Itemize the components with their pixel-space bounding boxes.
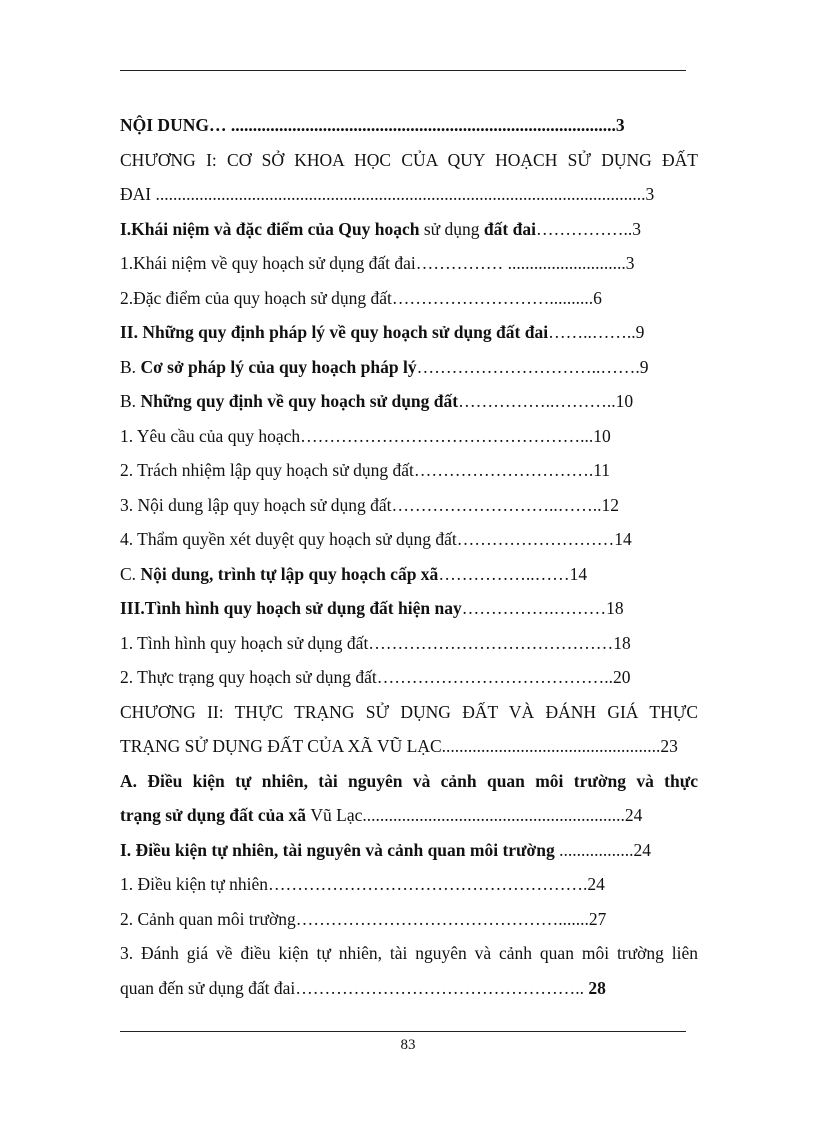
toc-entry — [120, 177, 698, 212]
toc-entry-text: 2. Trách nhiệm lập quy hoạch sử dụng đất………………………….11 — [120, 460, 611, 480]
toc-entry-text: 2. Thực trạng quy hoạch sử dụng đất…………………………………..20 — [120, 667, 631, 687]
toc-entry-text: …………………………..…….9 — [416, 356, 649, 377]
toc-entry-text: Nội dung, trình tự lập quy hoạch cấp xã — [140, 563, 439, 584]
toc-entry — [120, 833, 698, 868]
toc-entry-text: ..................................................23 — [441, 736, 678, 756]
toc-entry-text: trạng sử dụng đất của xã — [120, 805, 311, 825]
toc-entry-text: đất đai — [483, 218, 536, 239]
toc-entry — [120, 419, 698, 454]
toc-entry-text: A. Điều kiện tự nhiên, tài nguyên và cảnh quan môi trường và thực — [120, 770, 698, 791]
toc-entry-text: NỘI DUNG… ........................................................................................3 — [120, 115, 625, 135]
toc-entry — [120, 350, 698, 385]
toc-entry-text: sử dụng — [419, 218, 484, 239]
toc-entry-text: 4. Thẩm quyền xét duyệt quy hoạch sử dụng đất………………………14 — [120, 529, 632, 549]
toc-entry-text: B. — [120, 391, 141, 411]
toc-entry-text: ……………..3 — [535, 218, 641, 239]
toc-entry-text: ……………..……14 — [438, 563, 588, 584]
toc-entry-text: 1. Điều kiện tự nhiên……………………………………………….24 — [120, 874, 605, 894]
toc-entry-text: Cơ sở pháp lý của quy hoạch pháp lý — [140, 356, 417, 377]
toc-entry — [120, 729, 698, 764]
toc-entry-text: 3. Nội dung lập quy hoạch sử dụng đất………………………..……..12 — [120, 494, 619, 515]
toc-entry-text: I.Khái niệm và đặc điểm của Quy hoạch — [120, 218, 420, 239]
toc-entry-text: II. Những quy định pháp lý về quy hoạch sử dụng đất đai — [120, 322, 549, 342]
table-of-contents — [120, 108, 698, 1005]
toc-entry-text: TRẠNG SỬ DỤNG ĐẤT CỦA XÃ VŨ LẠC — [120, 736, 442, 756]
toc-entry-text: B. — [120, 356, 141, 377]
toc-entry-text: …………….………18 — [461, 598, 624, 618]
toc-entry-text: Vũ Lạc — [310, 805, 363, 825]
toc-entry-text: C. — [120, 563, 141, 584]
toc-entry-text: I. Điều kiện tự nhiên, tài nguyên và cảnh quan môi trường — [120, 839, 555, 860]
toc-entry-text: 28 — [588, 977, 606, 998]
toc-entry-text: ĐAI — [120, 184, 156, 204]
toc-entry — [120, 143, 698, 178]
toc-entry-text: Những quy định về quy hoạch sử dụng đất — [140, 391, 459, 411]
toc-entry-text: 1. Yêu cầu của quy hoạch…………………………………………...10 — [120, 425, 611, 446]
toc-entry-text: 1.Khái niệm về quy hoạch sử dụng đất đai…………… ...........................3 — [120, 253, 635, 273]
toc-entry — [120, 281, 698, 316]
toc-entry-text: .................24 — [554, 839, 651, 860]
toc-entry — [120, 212, 698, 247]
toc-entry — [120, 108, 698, 143]
toc-entry-text: CHƯƠNG II: THỰC TRẠNG SỬ DỤNG ĐẤT VÀ ĐÁNH GIÁ THỰC — [120, 701, 698, 722]
toc-entry-text: quan đến sử dụng đất đai………………………………………….. — [120, 977, 589, 998]
toc-entry-text: III.Tình hình quy hoạch sử dụng đất hiện nay — [120, 598, 462, 618]
toc-entry-text: ……..……..9 — [548, 322, 645, 342]
toc-entry — [120, 798, 698, 833]
toc-entry-text: CHƯƠNG I: CƠ SỞ KHOA HỌC CỦA QUY HOẠCH SỬ DỤNG ĐẤT — [120, 149, 698, 170]
toc-entry-text: ............................................................24 — [362, 805, 643, 825]
toc-entry — [120, 867, 698, 902]
toc-entry — [120, 971, 698, 1006]
toc-entry — [120, 522, 698, 557]
toc-entry — [120, 936, 698, 971]
page-number: 83 — [400, 1037, 416, 1053]
toc-entry-text: 2.Đặc điểm của quy hoạch sử dụng đất………………………..........6 — [120, 287, 602, 308]
footer-rule — [120, 1031, 686, 1032]
toc-entry — [120, 695, 698, 730]
toc-entry-text: 2. Cảnh quan môi trường……………………………………….......27 — [120, 908, 607, 929]
toc-entry — [120, 488, 698, 523]
toc-entry — [120, 591, 698, 626]
toc-entry-text: 1. Tình hình quy hoạch sử dụng đất……………………………………18 — [120, 632, 631, 653]
toc-entry-text: ................................................................................................................3 — [155, 184, 655, 204]
toc-entry-text: 3. Đánh giá về điều kiện tự nhiên, tài nguyên và cảnh quan môi trường liên — [120, 943, 698, 963]
toc-entry — [120, 557, 698, 592]
toc-entry-text: ……………..………..10 — [458, 391, 634, 411]
toc-entry — [120, 764, 698, 799]
toc-entry — [120, 626, 698, 661]
toc-entry — [120, 384, 698, 419]
header-rule — [120, 70, 686, 71]
toc-entry — [120, 246, 698, 281]
toc-entry — [120, 315, 698, 350]
toc-entry — [120, 902, 698, 937]
toc-entry — [120, 660, 698, 695]
toc-entry — [120, 453, 698, 488]
